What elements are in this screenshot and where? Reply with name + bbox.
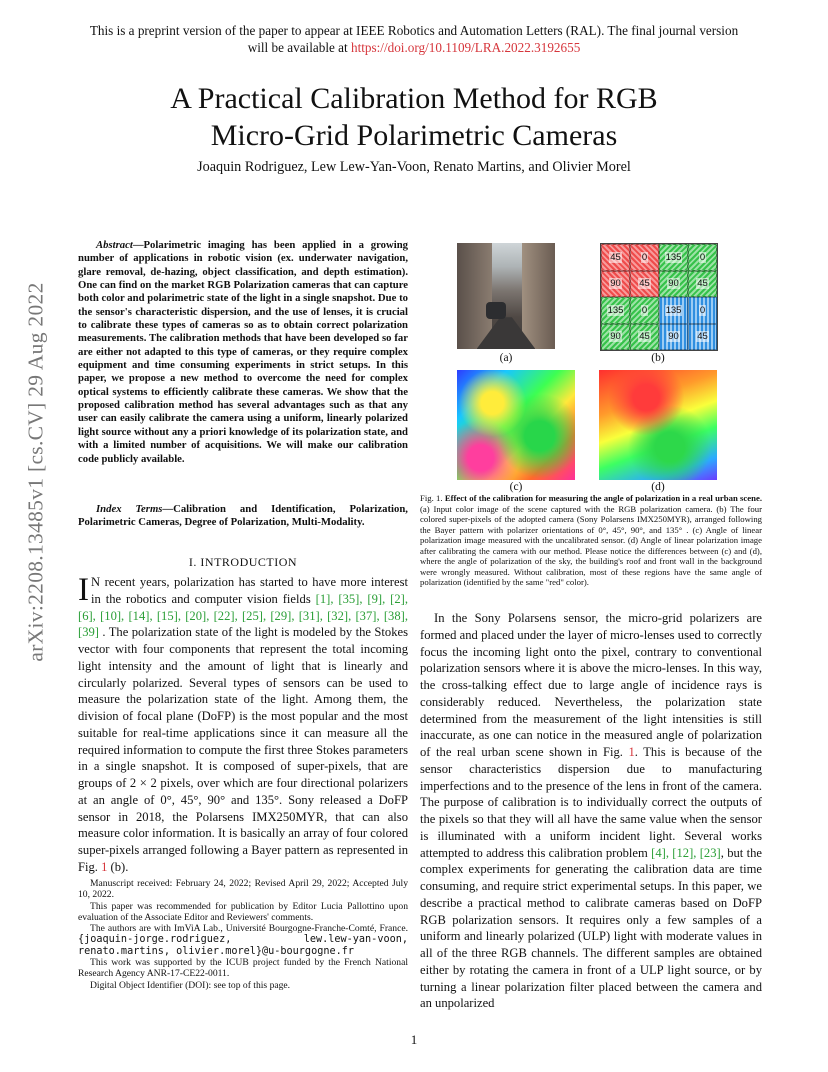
polarizer-cell bbox=[601, 244, 630, 271]
right-column-paragraph bbox=[420, 610, 762, 1012]
polarizer-angle: 0 bbox=[641, 304, 648, 316]
intro-citations[interactable]: [1], [35], [9], [2], [6], [10], [14], [15], [20], [22], [25], [29], [31], [32], [37], [38], [39] bbox=[78, 591, 408, 640]
polarizer-angle: 45 bbox=[697, 331, 708, 343]
footnotes bbox=[78, 878, 408, 991]
footnote-funding: This work was supported by the ICUB project funded by the French National Research Agency ANR-17-CE22-0011. bbox=[78, 957, 408, 980]
dropcap: I bbox=[78, 572, 89, 608]
arxiv-id: arXiv:2208.13485v1 [cs.CV] 29 Aug 2022 bbox=[23, 282, 48, 662]
figure-label-b: (b) bbox=[651, 352, 665, 364]
polarizer-angle: 45 bbox=[697, 278, 708, 290]
polarizer-angle: 90 bbox=[610, 331, 621, 343]
intro-fig-ref[interactable]: 1 bbox=[101, 859, 108, 874]
polarizer-angle: 90 bbox=[668, 331, 679, 343]
notice-line1: This is a preprint version of the paper to appear at IEEE Robotics and Automation Letters (RAL). The final journal version bbox=[89, 23, 739, 38]
footnote-emails: {joaquin-jorge.rodriguez, lew.lew-yan-voon, renato.martins, olivier.morel}@u-bourgogne.fr bbox=[78, 934, 408, 957]
index-terms: Index Terms—Calibration and Identification, Polarization, Polarimetric Cameras, Degree of Polarization, Multi-Modality. bbox=[78, 503, 408, 529]
caption-text: (a) Input color image of the scene captured with the RGB polarization camera. (b) The four colored super-pixels of the adopted camera (Sony Polarsens IMX250MYR), arranged following the Bayer pattern with polarizer orientations of 0°, 45°, 90°, and 135° . (c) Angle of linear polarization image measured with the uncalibrated sensor. (d) Angle of linear polarization image after calibrating the camera with our method. Please notice the differences between (c) and (d), where the angle of polarization of the sky, the building's roof and front wall in the background were wrongly measured. Without calibration, most of these regions have the same angle of polarization (identified by the same "red" color). bbox=[420, 503, 762, 587]
polarizer-cell bbox=[659, 244, 688, 271]
figure-caption bbox=[420, 493, 762, 588]
polarizer-angle: 45 bbox=[639, 331, 650, 343]
polarizer-cell bbox=[659, 271, 688, 298]
figure-a-input-image bbox=[457, 243, 555, 349]
footnote-affiliation: The authors are with ImViA Lab., Université Bourgogne-Franche-Comté, France. {joaquin-jorge.rodriguez, lew.lew-yan-voon, renato.martins, olivier.morel}@u-bourgogne.fr bbox=[78, 923, 408, 957]
index-terms-label: Index Terms bbox=[96, 503, 163, 515]
polarizer-angle: 90 bbox=[668, 278, 679, 290]
polarizer-cell bbox=[659, 297, 688, 324]
page-number: 1 bbox=[410, 1032, 418, 1047]
abstract: Abstract—Polarimetric imaging has been applied in a growing number of applications in robotic vision (ex. underwater navigation, glare removal, de-hazing, object classification, and depth estimation). One can find on the market RGB Polarization cameras that can capture both color and polarimetric state of the light in a single snapshot. Due to the sensor's characteristic dispersion, and the use of lenses, it is crucial to calibrate these types of cameras so as to obtain correct polarization measurements. The calibration methods that have been developed so far are either not adapted to this type of cameras, or they require complex equipment and time consuming experiments in strict setups. In this paper, we propose a new method to overcome the need for complex optical systems to efficiently calibrate these cameras. We show that the proposed calibration method has several advantages such as that any user can easily calibrate the camera using a uniform, linearly polarized light source without any a priori knowledge of its polarization state, and with a limited number of acquisitions. We will make our calibration code publicly available. bbox=[78, 239, 408, 465]
figure-label-c: (c) bbox=[509, 481, 523, 493]
caption-title: Effect of the calibration for measuring the angle of polarization in a real urban scene. bbox=[444, 493, 763, 503]
footnote-doi: Digital Object Identifier (DOI): see top of this page. bbox=[90, 979, 291, 991]
polarizer-cell bbox=[630, 244, 659, 271]
polarizer-cell bbox=[688, 324, 717, 351]
abstract-label: Abstract bbox=[96, 239, 133, 251]
polarizer-cell bbox=[688, 271, 717, 298]
title-line2: Micro-Grid Polarimetric Cameras bbox=[210, 119, 618, 152]
intro-text-b: . The polarization state of the light is modeled by the Stokes vector with four components that represent the total incoming light intensity and the amount of light that is linearly and circularly polarized. Several types of sensors can be used to measure the polarization state of the light. Among them, the division of focal plane (DoFP) is the most popular and the most suitable for real-time applications since it can measure all the required information to compute the first three Stokes parameters in a single snapshot. It is composed of super-pixels, that are groups of 2 × 2 pixels, over which are four directional polarizers at an angle of 0°, 45°, 90° and 135°. Sony released a DoFP sensor in 2018, the Polarsens IMX250MYR, that can also measure color information. It is basically an array of four colored super-pixels arranged following a Bayer pattern as represented in Fig. bbox=[78, 625, 408, 874]
right-text-c: , but the complex experiments for generating the calibration data are time consuming, and require strict experimental setups. In this paper, we describe a practical method to calibrate cameras based on DoFP RGB polarization sensors. It requires only a few samples of a uniform and linearly polarized (ULP) light with moderate values in all of the three RGB channels. The different samples are obtained either by rotating the camera in front of a ULP light source, or by turning a linear polarization filter placed between the camera and an unpolarized bbox=[420, 845, 762, 1011]
footnote-recommended: This paper was recommended for publication by Editor Lucia Pallottino upon evaluation of the Associate Editor and Reviewers' comments. bbox=[78, 900, 408, 923]
right-text-a: In the Sony Polarsens sensor, the micro-grid polarizers are formed and placed under the layer of micro-lenses used to correctly focus the incoming light onto the pixel, contrary to conventional polarization sensors where it is above the micro-lenses. In this way, the cross-talking effect due to large angle of incidence rays is considerably reduced. Nevertheless, the polarization state determined from the measurement of the light intensities is still inaccurate, as one can notice in the measured angle of polarization of the real urban scene shown in Fig. bbox=[420, 611, 762, 759]
polarizer-cell bbox=[688, 297, 717, 324]
polarizer-angle: 45 bbox=[639, 278, 650, 290]
polarizer-cell bbox=[601, 324, 630, 351]
figure-label-d: (d) bbox=[651, 481, 665, 493]
abstract-text: Polarimetric imaging has been applied in a growing number of applications in robotic vision (ex. underwater navigation, glare removal, de-hazing, object classification, and depth estimation). One can find on the market RGB Polarization cameras that can capture both color and polarimetric state of the light in a single snapshot. Due to the sensor's characteristic dispersion, and the use of lenses, it is crucial to calibrate these types of cameras so as to obtain correct polarization measurements. The calibration methods that have been developed so far are either not adapted to this type of cameras, or they require complex equipment and time consuming experiments in strict setups. In this paper, we propose a new method to overcome the need for complex optical systems to efficiently calibrate these cameras. We show that the proposed calibration method has several advantages such as that any user can easily calibrate the camera using a uniform, linearly polarized light source without any a priori knowledge of its polarization state, and with a limited number of acquisitions. We will make our calibration code publicly available. bbox=[78, 239, 408, 465]
section-heading: I. INTRODUCTION bbox=[188, 555, 298, 569]
polarizer-cell bbox=[659, 324, 688, 351]
paper-title bbox=[100, 80, 728, 154]
polarizer-angle: 135 bbox=[665, 251, 682, 263]
polarizer-cell bbox=[630, 271, 659, 298]
polarizer-cell bbox=[630, 324, 659, 351]
footnote-received: Manuscript received: February 24, 2022; Revised April 29, 2022; Accepted July 10, 2022. bbox=[78, 878, 408, 901]
caption-label: Fig. 1. bbox=[420, 493, 443, 503]
figure-b-superpixel-grid bbox=[600, 243, 718, 351]
figure-d-calibrated-aop bbox=[599, 370, 717, 480]
index-terms-text: Calibration and Identification, Polarization, Polarimetric Cameras, Degree of Polarization, Multi-Modality. bbox=[78, 503, 408, 529]
polarizer-angle: 90 bbox=[610, 278, 621, 290]
polarizer-angle: 135 bbox=[607, 304, 624, 316]
polarizer-cell bbox=[630, 297, 659, 324]
polarizer-cell bbox=[601, 297, 630, 324]
polarizer-angle: 45 bbox=[610, 251, 621, 263]
intro-text-c: (b). bbox=[107, 859, 129, 874]
doi-link[interactable]: https://doi.org/10.1109/LRA.2022.3192655 bbox=[350, 40, 581, 55]
arxiv-sidebar bbox=[18, 272, 54, 672]
polarizer-cell bbox=[688, 244, 717, 271]
polarizer-angle: 135 bbox=[665, 304, 682, 316]
right-fig-ref[interactable]: 1 bbox=[628, 745, 635, 759]
figure-c-uncalibrated-aop bbox=[457, 370, 575, 480]
polarizer-angle: 0 bbox=[699, 251, 706, 263]
polarizer-angle: 0 bbox=[641, 251, 648, 263]
authors: Joaquin Rodriguez, Lew Lew-Yan-Voon, Renato Martins, and Olivier Morel bbox=[197, 159, 631, 175]
preprint-notice bbox=[40, 22, 788, 56]
polarizer-angle: 0 bbox=[699, 304, 706, 316]
figure-label-a: (a) bbox=[499, 352, 513, 364]
polarizer-cell bbox=[601, 271, 630, 298]
right-citations[interactable]: [4], [12], [23] bbox=[651, 845, 721, 860]
notice-line2: will be available at bbox=[247, 40, 351, 55]
title-line1: A Practical Calibration Method for RGB bbox=[170, 82, 658, 115]
right-text-b: . This is because of the sensor characteristics dispersion due to manufacturing imperfections and to the presence of the lens in front of the camera. The purpose of calibration is to individually correct the outputs of the pixels so that they will all have the same value when the sensor is illuminated with a uniform incident light. Several works attempted to address this calibration problem bbox=[420, 745, 762, 860]
intro-paragraph bbox=[78, 574, 408, 876]
intro-text-a: N recent years, polarization has started to have more interest in the robotics and computer vision fields bbox=[91, 575, 408, 606]
